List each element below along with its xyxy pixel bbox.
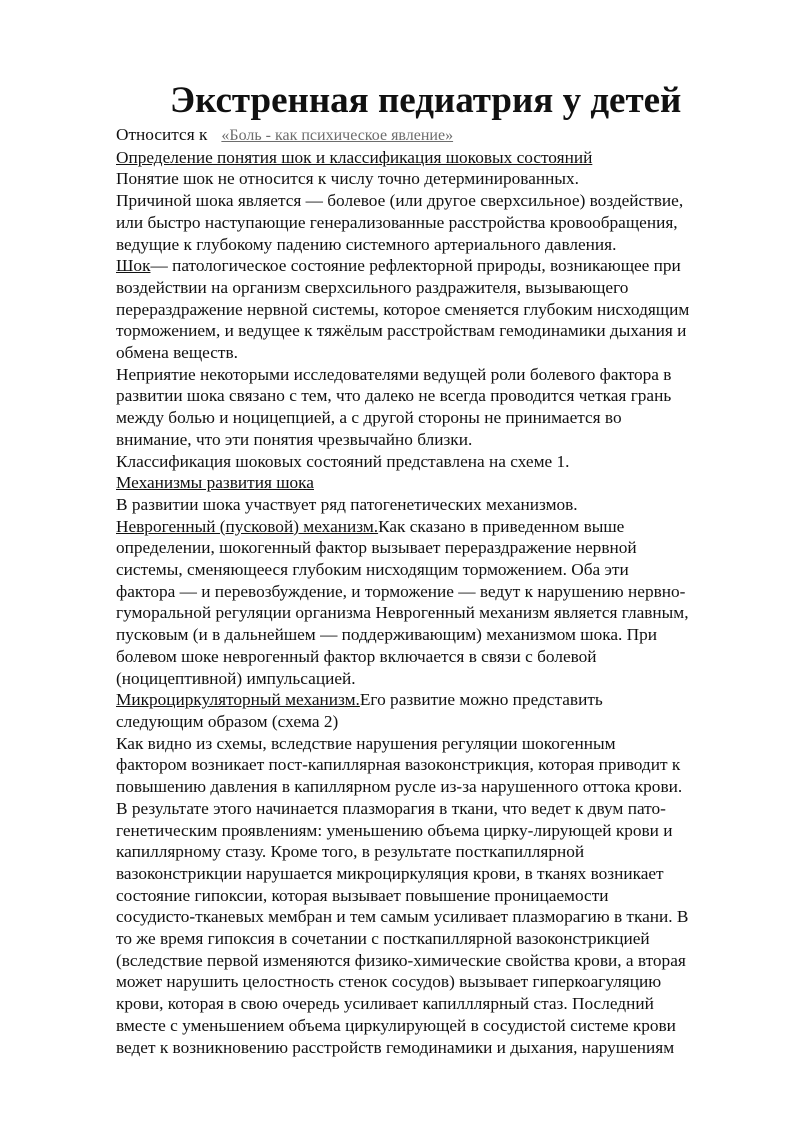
body-text: ведет к возникновению расстройств гемодинамики и дыхания, нарушениям (116, 1037, 675, 1057)
body-text: вазоконстрикции нарушается микроциркуляция крови, в тканях возникает (116, 863, 664, 883)
text-line (116, 711, 746, 733)
related-prefix: Относится к (116, 125, 208, 144)
text-line (116, 516, 746, 538)
body-text: определении, шокогенный фактор вызывает перераздражение нервной (116, 538, 637, 558)
related-article-link[interactable]: «Боль - как психическое явление» (221, 127, 454, 144)
body-text: внимание, что эти понятия чрезвычайно близки. (116, 429, 473, 449)
page-title: Экстренная педиатрия у детей (170, 80, 682, 121)
body-text: или быстро наступающие генерализованные расстройства кровообращения, (116, 212, 678, 232)
text-line (116, 494, 746, 516)
text-line (116, 147, 746, 169)
body-text: перераздражение нервной системы, которое сменяется глубоким нисходящим (116, 299, 690, 319)
text-line (116, 1037, 746, 1059)
text-line (116, 277, 746, 299)
text-line (116, 906, 746, 928)
text-line (116, 190, 746, 212)
body-text: (ноцицептивной) импульсацией. (116, 668, 356, 688)
body-text: между болью и ноцицепцией, а с другой стороны не принимается во (116, 408, 622, 428)
body-text: системы, сменяющееся глубоким нисходящим торможением. Оба эти (116, 560, 629, 580)
body-text: капиллярному стазу. Кроме того, в результате посткапиллярной (116, 842, 585, 862)
text-line (116, 928, 746, 950)
body-text: фактором возникает пост-капиллярная вазоконстрикция, которая приводит к (116, 755, 681, 775)
document-page (116, 78, 746, 1058)
body-text: может нарушить целостность стенок сосудов) вызывает гиперкоагуляцию (116, 972, 662, 992)
document-body (116, 124, 746, 1058)
body-text: В результате этого начинается плазморагия в ткани, что ведет к двум пато- (116, 798, 666, 818)
text-line (116, 885, 746, 907)
text-line (116, 776, 746, 798)
body-text: — патологическое состояние рефлекторной природы, возникающее при (150, 256, 681, 276)
body-text: Как сказано в приведенном выше (378, 516, 625, 536)
text-line (116, 364, 746, 386)
underlined-heading-text: Микроциркуляторный механизм. (116, 690, 360, 710)
text-line (116, 971, 746, 993)
text-line (116, 754, 746, 776)
body-text: фактора — и перевозбуждение, и торможение — ведут к нарушению нервно- (116, 581, 686, 601)
body-text: болевом шоке неврогенный фактор включается в связи с болевой (116, 646, 597, 666)
body-text: обмена веществ. (116, 343, 238, 363)
underlined-heading-text: Определение понятия шок и классификация шоковых состояний (116, 147, 593, 167)
body-text: В развитии шока участвует ряд патогенетических механизмов. (116, 494, 578, 514)
body-text: гуморальной регуляции организма Неврогенный механизм является главным, (116, 603, 689, 623)
body-text: торможением, и ведущее к тяжёлым расстройствам гемодинамики дыхания и (116, 321, 687, 341)
text-line (116, 950, 746, 972)
body-text: повышению давления в капиллярном русле из-за нарушенного оттока крови. (116, 777, 683, 797)
body-text: состояние гипоксии, которая вызывает повышение проницаемости (116, 885, 609, 905)
text-line (116, 342, 746, 364)
text-line (116, 559, 746, 581)
text-line (116, 798, 746, 820)
text-line (116, 234, 746, 256)
text-line (116, 820, 746, 842)
body-text: Причиной шока является — болевое (или другое сверхсильное) воздействие, (116, 191, 684, 211)
text-line (116, 689, 746, 711)
body-text: (вследствие первой изменяются физико-химические свойства крови, а вторая (116, 950, 686, 970)
related-line (116, 124, 746, 147)
text-line (116, 733, 746, 755)
text-line (116, 299, 746, 321)
text-line (116, 407, 746, 429)
underlined-heading-text: Механизмы развития шока (116, 473, 314, 493)
text-line (116, 429, 746, 451)
body-text: генетическим проявлениям: уменьшению объема цирку-лирующей крови и (116, 820, 673, 840)
body-lines (116, 147, 746, 1059)
underlined-heading-text: Неврогенный (пусковой) механизм. (116, 516, 379, 536)
text-line (116, 841, 746, 863)
text-line (116, 255, 746, 277)
text-line (116, 472, 746, 494)
text-line (116, 212, 746, 234)
text-line (116, 385, 746, 407)
text-line (116, 668, 746, 690)
text-line (116, 581, 746, 603)
text-line (116, 320, 746, 342)
text-line (116, 602, 746, 624)
text-line (116, 646, 746, 668)
text-line (116, 863, 746, 885)
text-line (116, 1015, 746, 1037)
text-line (116, 993, 746, 1015)
text-line (116, 537, 746, 559)
body-text: Как видно из схемы, вследствие нарушения регуляции шокогенным (116, 733, 616, 753)
body-text: сосудисто-тканевых мембран и тем самым усиливает плазморагию в ткани. В (116, 907, 689, 927)
text-line (116, 624, 746, 646)
body-text: Неприятие некоторыми исследователями ведущей роли болевого фактора в (116, 364, 672, 384)
underlined-heading-text: Шок (116, 256, 151, 276)
body-text: то же время гипоксия в сочетании с посткапиллярной вазоконстрикцией (116, 929, 650, 949)
body-text: следующим образом (схема 2) (116, 711, 339, 731)
body-text: ведущие к глубокому падению системного артериального давления. (116, 234, 617, 254)
body-text: Понятие шок не относится к числу точно детерминированных. (116, 169, 579, 189)
body-text: развитии шока связано с тем, что далеко не всегда проводится четкая грань (116, 386, 672, 406)
text-line (116, 451, 746, 473)
body-text: пусковым (и в дальнейшем — поддерживающим) механизмом шока. При (116, 625, 658, 645)
body-text: воздействии на организм сверхсильного раздражителя, вызывающего (116, 277, 629, 297)
body-text: вместе с уменьшением объема циркулирующей в сосудистой системе крови (116, 1015, 676, 1035)
body-text: Классификация шоковых состояний представлена на схеме 1. (116, 451, 570, 471)
text-line (116, 168, 746, 190)
body-text: крови, которая в свою очередь усиливает капилллярный стаз. Последний (116, 994, 654, 1014)
body-text: Его развитие можно представить (359, 690, 603, 710)
